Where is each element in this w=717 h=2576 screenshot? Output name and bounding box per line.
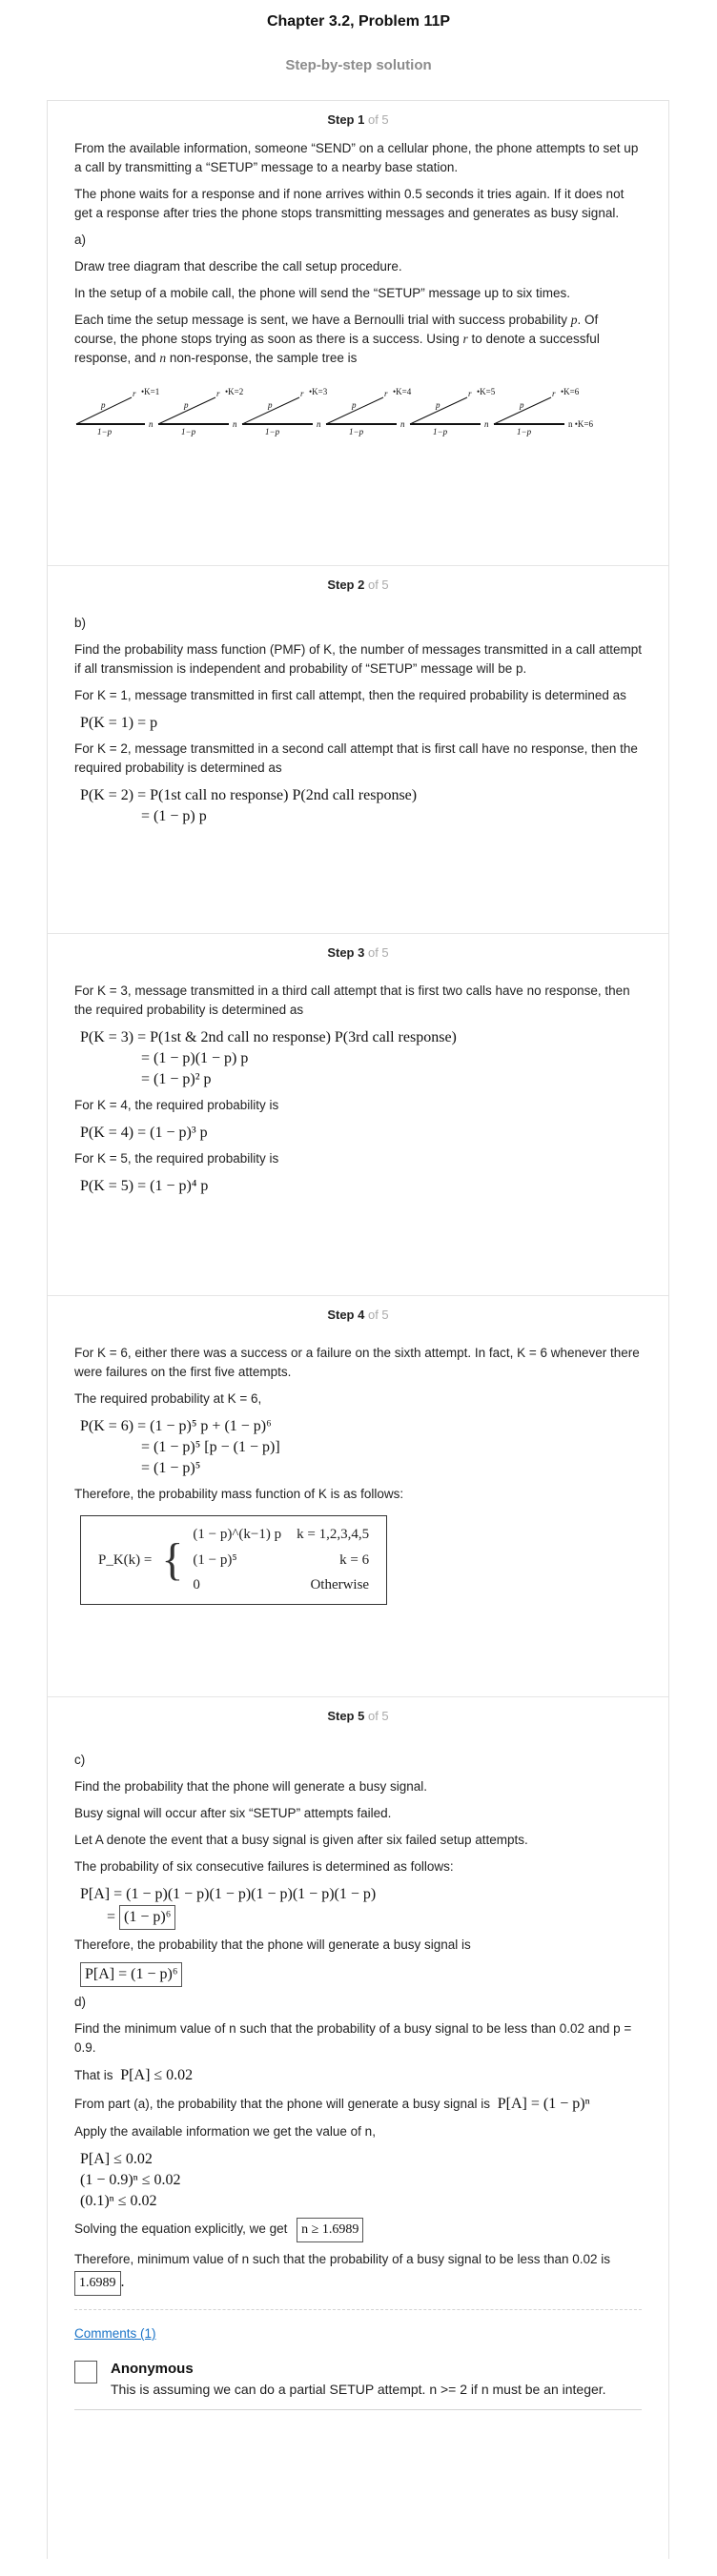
svg-text:p: p [436,400,440,410]
paragraph: Solving the equation explicitly, we get n ≥ 1.6989 [74,2218,642,2242]
tree-stage [242,387,328,436]
paragraph: Find the minimum value of n such that the probability of a busy signal to be less than 0.02 and p = 0.9. [74,2021,632,2055]
svg-text:1−p: 1−p [265,427,280,436]
tree-stage [326,387,412,436]
paragraph: For K = 3, message transmitted in a third call attempt that is first two calls have no response, then the required probability is determined as [74,984,630,1017]
equation: P(K = 5) = (1 − p)⁴ p [80,1178,209,1194]
svg-text:•K=2: •K=2 [225,387,244,396]
svg-text:1−p: 1−p [349,427,364,436]
paragraph: Find the probability that the phone will generate a busy signal. [74,1779,427,1794]
step-of: of 5 [367,112,389,127]
svg-text:1−p: 1−p [97,427,113,436]
solution-card [47,100,669,2559]
step-1-heading [74,101,642,139]
paragraph: Let A denote the event that a busy signal is given after six failed setup attempts. [74,1833,528,1847]
svg-text:r: r [384,389,388,398]
equation-block: P(K = 6) = (1 − p)⁵ p + (1 − p)⁶ = (1 − p)⁵ [p − (1 − p)] = (1 − p)⁵ [80,1418,280,1476]
paragraph: Apply the available information we get the value of n, [74,2124,376,2139]
paragraph: For K = 1, message transmitted in first call attempt, then the required probability is determined as [74,688,626,702]
paragraph: For K = 4, the required probability is [74,1098,279,1112]
svg-text:r: r [216,389,220,398]
paragraph: The phone waits for a response and if none arrives within 0.5 seconds it tries again. If it does not get a response after tries the phone stops transmitting messages and generates as busy signal. [74,187,625,220]
page-subtitle: Step-by-step solution [285,57,432,73]
comments-section [74,2323,642,2410]
svg-text:p: p [101,400,106,410]
sample-tree-diagram [74,379,646,438]
svg-text:r: r [552,389,556,398]
paragraph: Find the probability mass function (PMF) of K, the number of messages transmitted in a call attempt if all transmission is independent and probability of “SETUP” message will be p. [74,642,643,676]
paragraph: From the available information, someone “SEND” on a cellular phone, the phone attempts to set up a call by transmitting a “SETUP” message to a nearby base station. [74,141,639,174]
paragraph: Busy signal will occur after six “SETUP” attempts failed. [74,1806,392,1820]
svg-text:r: r [468,389,472,398]
svg-text:n •K=6: n •K=6 [568,419,593,429]
equation: P(K = 1) = p [80,715,158,731]
equation-block: P[A] = (1 − p)(1 − p)(1 − p)(1 − p)(1 − p)(1 − p) = (1 − p)⁶ [80,1884,642,1930]
final-answer: 1.6989 . [74,2271,642,2296]
step-label: Step 1 [327,112,365,127]
paragraph: For K = 6, either there was a success or a failure on the sixth attempt. In fact, K = 6 whenever there were failures on the first five attempts. [74,1346,640,1379]
part-label: b) [74,616,87,630]
tree-stage [494,387,593,436]
svg-text:n: n [317,419,321,429]
svg-text:p: p [520,400,524,410]
paragraph: That is P[A] ≤ 0.02 [74,2067,194,2083]
svg-text:•K=5: •K=5 [477,387,496,396]
comments-link[interactable]: Comments (1) [74,2326,156,2341]
svg-text:p: p [184,400,189,410]
step-1 [48,101,668,566]
comment [74,2359,642,2398]
divider [74,2309,642,2310]
svg-text:1−p: 1−p [517,427,532,436]
part-label: a) [74,233,87,247]
step-5-heading: Step 5 of 5 [327,1709,389,1723]
paragraph: For K = 2, message transmitted in a second call attempt that is first call have no response, then the required probability is determined as [74,741,638,775]
paragraph: Draw tree diagram that describe the call setup procedure. [74,259,402,274]
pmf-box: P_K(k) = { (1 − p)^(k−1) p k = 1,2,3,4,5 (1 − p)⁵ k = 6 0 Otherwise [80,1515,387,1605]
tree-stage [76,387,159,436]
paragraph: In the setup of a mobile call, the phone will send the “SETUP” message up to six times. [74,286,571,300]
answer-box: P[A] = (1 − p)⁶ [80,1962,642,1987]
equation: P(K = 4) = (1 − p)³ p [80,1125,208,1141]
svg-text:r: r [300,389,304,398]
equation-block: P(K = 2) = P(1st call no response) P(2nd call response) = (1 − p) p [80,787,418,824]
svg-text:1−p: 1−p [181,427,196,436]
svg-text:•K=4: •K=4 [393,387,412,396]
paragraph: Therefore, the probability that the phone will generate a busy signal is [74,1937,471,1952]
paragraph: Therefore, the probability mass function of K is as follows: [74,1487,404,1501]
svg-text:1−p: 1−p [433,427,448,436]
comment-text: This is assuming we can do a partial SETUP attempt. n >= 2 if n must be an integer. [111,2381,606,2397]
step-3 [48,934,668,1296]
step-2-heading: Step 2 of 5 [327,578,389,592]
svg-text:p: p [268,400,273,410]
svg-text:n: n [484,419,489,429]
paragraph: Therefore, minimum value of n such that the probability of a busy signal to be less than 0.02 is [74,2252,611,2266]
svg-text:n: n [400,419,405,429]
step-3-heading: Step 3 of 5 [327,945,389,960]
avatar [74,2361,97,2383]
comment-author: Anonymous [111,2361,194,2378]
svg-text:p: p [352,400,357,410]
paragraph: The probability of six consecutive failures is determined as follows: [74,1859,454,1874]
svg-text:•K=6: •K=6 [561,387,580,396]
svg-text:n: n [233,419,237,429]
svg-text:r: r [133,389,136,398]
tree-stage [410,387,496,436]
svg-text:n: n [149,419,154,429]
svg-text:•K=3: •K=3 [309,387,328,396]
paragraph: The required probability at K = 6, [74,1391,262,1406]
step-4-heading: Step 4 of 5 [327,1308,389,1322]
svg-text:•K=1: •K=1 [141,387,160,396]
step-2 [48,566,668,934]
page-title: Chapter 3.2, Problem 11P [266,13,451,30]
paragraph: From part (a), the probability that the phone will generate a busy signal is P[A] = (1 − p)ⁿ [74,2096,590,2112]
tree-stage [158,387,243,436]
paragraph: For K = 5, the required probability is [74,1151,279,1166]
part-label: d) [74,1995,87,2009]
equation-block: P[A] ≤ 0.02 (1 − 0.9)ⁿ ≤ 0.02 (0.1)ⁿ ≤ 0.02 [80,2151,181,2209]
step-4 [48,1296,668,1697]
part-label: c) [74,1753,86,1767]
step-5 [48,1697,668,2559]
equation-block: P(K = 3) = P(1st & 2nd call no response) P(3rd call response) = (1 − p)(1 − p) p = (1 − p)² p [80,1029,457,1087]
divider [74,2409,642,2410]
paragraph: Each time the setup message is sent, we have a Bernoulli trial with success probability p. Of course, the phone stops trying as soon as there is a success. Using r to denote a successful response, and n non-response, the sample tree is [74,313,600,365]
